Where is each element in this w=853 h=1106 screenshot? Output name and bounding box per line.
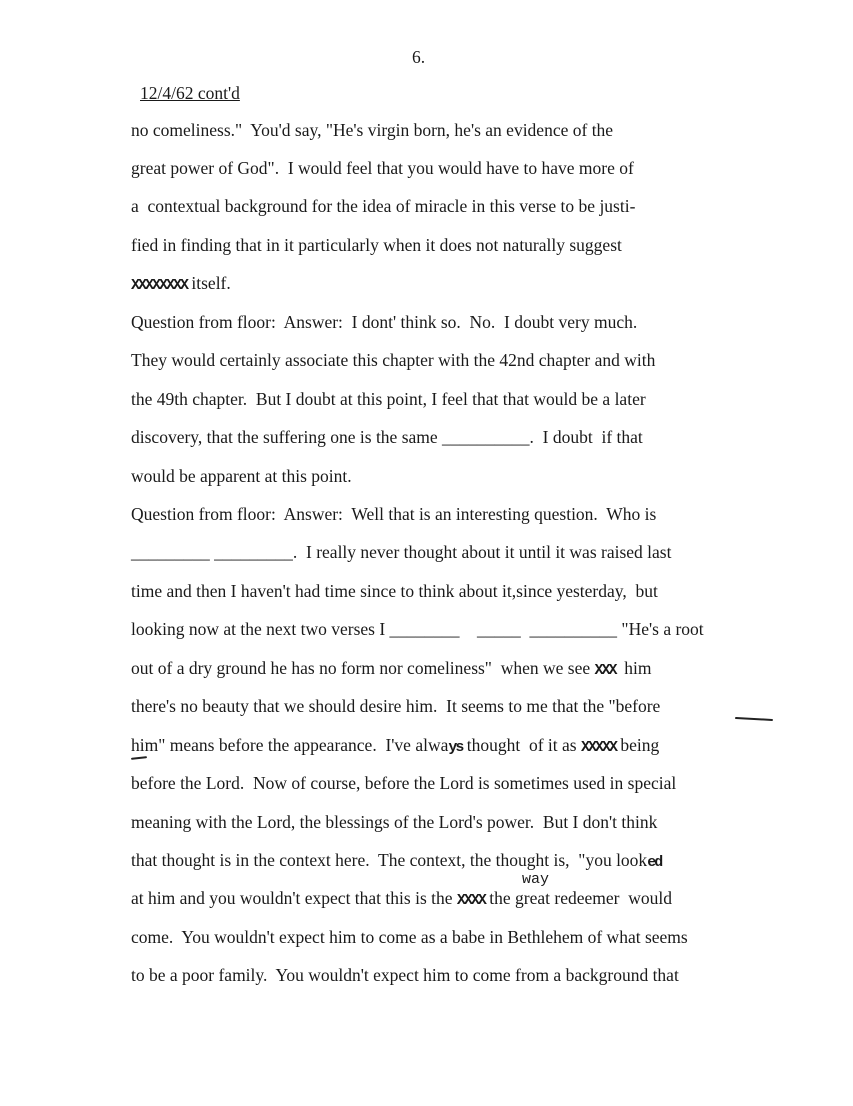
- text-line: [131, 850, 661, 873]
- text-line: come. You wouldn't expect him to come as a babe in Bethlehem of what seems: [131, 927, 688, 947]
- text: thought of it as: [462, 735, 581, 755]
- text-line: meaning with the Lord, the blessings of the Lord's power. But I don't think: [131, 812, 658, 832]
- struck-text: ys: [448, 739, 463, 756]
- text-line: the 49th chapter. But I doubt at this point, I feel that that would be a later: [131, 389, 646, 409]
- inserted-word: way: [522, 871, 550, 888]
- handwritten-underline: [735, 717, 773, 721]
- text-line: time and then I haven't had time since to think about it,since yesterday, but: [131, 581, 658, 601]
- text-line: would be apparent at this point.: [131, 466, 352, 486]
- text-line: Question from floor: Answer: Well that is an interesting question. Who is: [131, 504, 657, 524]
- text-line: [131, 658, 652, 681]
- text-line: before the Lord. Now of course, before the Lord is sometimes used in special: [131, 773, 677, 793]
- struck-text: XXXX: [456, 892, 485, 909]
- text-line: [131, 735, 659, 758]
- text-line: a contextual background for the idea of miracle in this verse to be justi-: [131, 196, 636, 216]
- text: him" means before the appearance. I've alwa: [131, 735, 449, 755]
- text-line: fied in finding that in it particularly when it does not naturally suggest: [131, 235, 622, 255]
- text-line: They would certainly associate this chapter with the 42nd chapter and with: [131, 350, 656, 370]
- text-line: to be a poor family. You wouldn't expect him to come from a background that: [131, 965, 679, 985]
- text: itself.: [187, 273, 231, 293]
- text: at him and you wouldn't expect that this is the: [131, 888, 457, 908]
- text-line: discovery, that the suffering one is the same __________. I doubt if that: [131, 427, 643, 447]
- text-line: looking now at the next two verses I ________ _____ __________ "He's a root: [131, 619, 704, 639]
- text-line: [131, 273, 231, 296]
- text-line: great power of God". I would feel that you would have to have more of: [131, 158, 634, 178]
- text-line: _________ _________. I really never thought about it until it was raised last: [131, 542, 672, 562]
- text: the great redeemer would: [484, 888, 672, 908]
- date-header: 12/4/62 cont'd: [140, 83, 240, 103]
- text-line: no comeliness." You'd say, "He's virgin born, he's an evidence of the: [131, 120, 614, 140]
- handwritten-underline: [131, 756, 147, 760]
- text-line: Question from floor: Answer: I dont' think so. No. I doubt very much.: [131, 312, 638, 332]
- struck-text: XXXXXXXX: [131, 277, 188, 294]
- text: that thought is in the context here. The context, the thought is, "you look: [131, 850, 648, 870]
- text: out of a dry ground he has no form nor comeliness" when we see: [131, 658, 595, 678]
- struck-text: ed: [647, 854, 662, 871]
- text: being: [616, 735, 660, 755]
- text-line: [131, 888, 672, 911]
- text-line: there's no beauty that we should desire him. It seems to me that the "before: [131, 696, 661, 716]
- text: him: [615, 658, 652, 678]
- struck-text: XXXXX: [580, 739, 616, 756]
- struck-text: XXX: [594, 662, 616, 679]
- page-number: 6.: [412, 47, 426, 67]
